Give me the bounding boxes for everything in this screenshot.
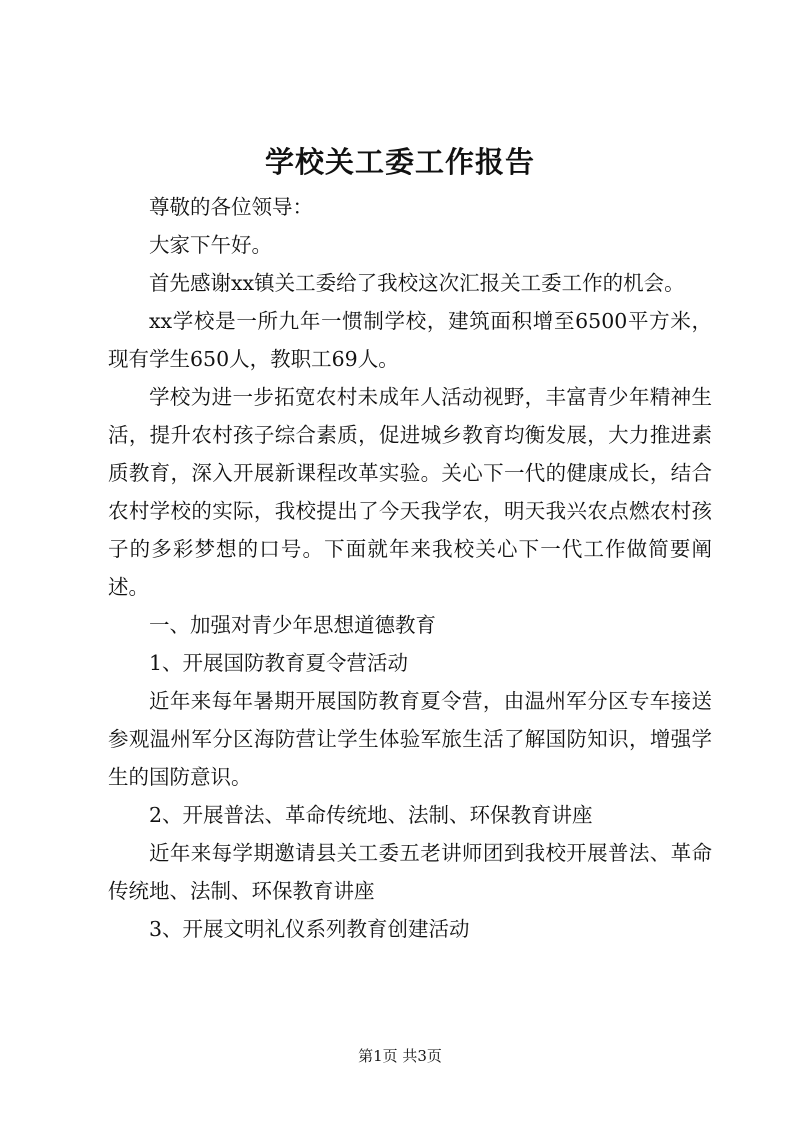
paragraph-summer-camp: 近年来每年暑期开展国防教育夏令营，由温州军分区专车接送参观温州军分区海防营让学生体验军旅生活了解国防知识，增强学生的国防意识。 [108, 689, 712, 789]
page-number-footer: 第1页 共3页 [358, 1047, 442, 1065]
paragraph-school-intro: xx学校是一所九年一惯制学校，建筑面积增至6500平方米，现有学生650人，教职工69人。 [108, 309, 712, 371]
paragraph-greeting: 大家下午好。 [149, 233, 272, 257]
document-body [108, 188, 712, 948]
document-title: 学校关工委工作报告 [264, 145, 535, 179]
subsection-heading-1: 1、开展国防教育夏令营活动 [149, 651, 409, 675]
paragraph-salutation: 尊敬的各位领导： [149, 195, 313, 219]
paragraph-thanks: 首先感谢xx镇关工委给了我校这次汇报关工委工作的机会。 [149, 271, 685, 295]
subsection-heading-3: 3、开展文明礼仪系列教育创建活动 [149, 917, 470, 941]
paragraph-school-goals: 学校为进一步拓宽农村未成年人活动视野，丰富青少年精神生活，提升农村孩子综合素质，促进城乡教育均衡发展，大力推进素质教育，深入开展新课程改革实验。关心下一代的健康成长，结合农村学校的实际，我校提出了今天我学农，明天我兴农点燃农村孩子的多彩梦想的口号。下面就年来我校关心下一代工作做简要阐述。 [108, 385, 712, 599]
subsection-heading-2: 2、开展普法、革命传统地、法制、环保教育讲座 [149, 803, 593, 827]
section-heading-1: 一、加强对青少年思想道德教育 [149, 613, 436, 637]
paragraph-lectures: 近年来每学期邀请县关工委五老讲师团到我校开展普法、革命传统地、法制、环保教育讲座 [108, 841, 712, 903]
